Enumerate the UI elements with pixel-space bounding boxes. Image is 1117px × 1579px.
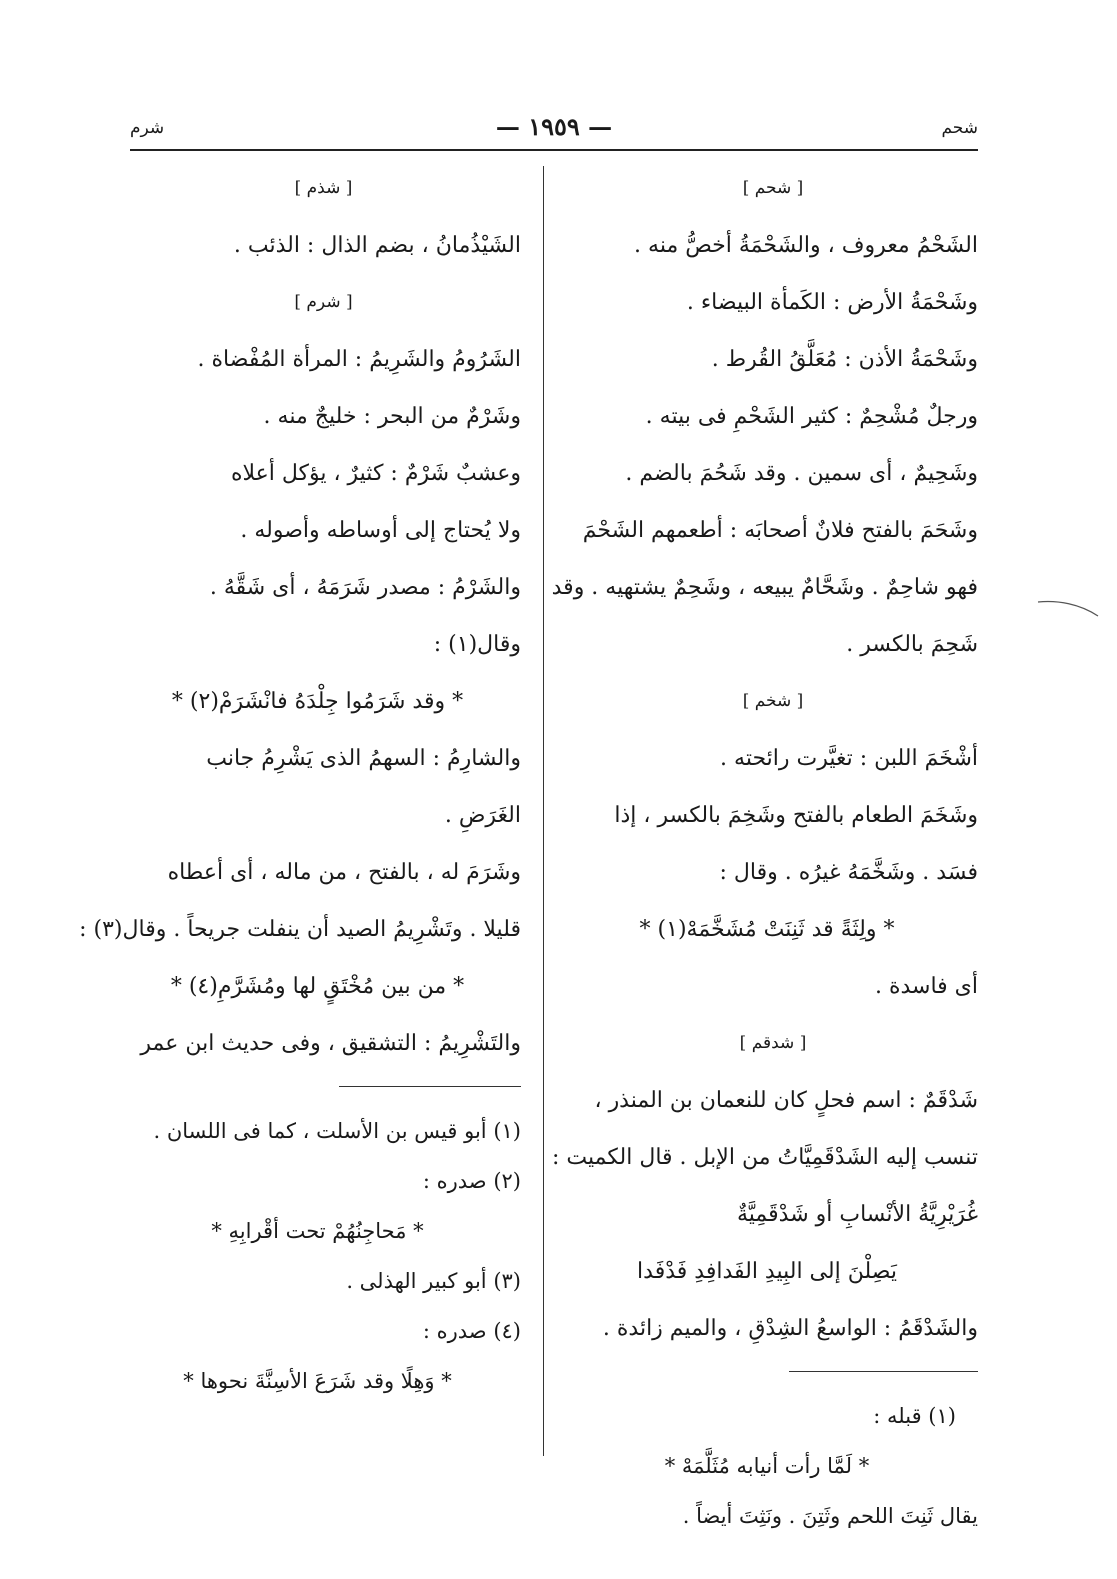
footnote-line: (٣) أبو كبير الهذلى . bbox=[346, 1269, 521, 1293]
footnote-line: (٤) صدره : bbox=[422, 1319, 521, 1343]
page-header bbox=[130, 112, 978, 142]
page-number: — ١٩٥٩ — bbox=[495, 112, 613, 141]
entry-line: وشَحْمَةُ الأرض : الكَمأة البيضاء . bbox=[686, 290, 978, 315]
entry-line: الشَيْذُمانُ ، بضم الذال : الذئب . bbox=[233, 233, 521, 258]
verse-line: * وقد شَرَمُوا جِلْدَهُ فانْشَرَمْ(٢) * bbox=[171, 689, 464, 714]
entry-line: فهو شاحِمٌ . وشَحَّامٌ يبيعه ، وشَحِمٌ يشتهيه . وقد bbox=[551, 575, 978, 600]
entry-line: ورجلٌ مُشْحِمٌ : كثير الشَحْمِ فى بيته . bbox=[645, 404, 978, 429]
entry-heading: [ شرم ] bbox=[294, 292, 353, 312]
right-footnotes bbox=[568, 1391, 978, 1541]
entry-line: والشَدْقَمُ : الواسعُ الشِدْقِ ، والميم زائدة . bbox=[602, 1316, 978, 1341]
entry-heading: [ شدقم ] bbox=[739, 1033, 807, 1053]
footnote-verse: * لَمَّا رأت أنيابه مُثَلَّمَهْ * bbox=[664, 1454, 870, 1478]
entry-line: أى فاسدة . bbox=[874, 974, 978, 999]
entry-line: فسَد . وشَخَّمَهُ غيرُه . وقال : bbox=[719, 860, 978, 885]
footnote-line: (١) قبله : bbox=[873, 1404, 956, 1428]
left-column bbox=[79, 160, 521, 1406]
entry-line: شَحِمَ بالكسر . bbox=[846, 632, 978, 657]
footnote-verse: * وَهِلًا وقد شَرَعَ الأسِنَّةَ نحوها * bbox=[183, 1369, 452, 1393]
left-footnotes bbox=[126, 1106, 521, 1406]
entry-line: وقال(١) : bbox=[433, 632, 521, 657]
entry-line: وشَرْمٌ من البحر : خليجٌ منه . bbox=[263, 404, 521, 429]
entry-heading: [ شخم ] bbox=[742, 691, 804, 711]
entry-line: وشَحَمَ بالفتح فلانٌ أصحابَه : أطعمهم الشَحْمَ bbox=[582, 518, 978, 543]
entry-line: والتَشْرِيمُ : التشقيق ، وفى حديث ابن عمر bbox=[140, 1031, 521, 1056]
entry-line: الشَرُومُ والشَرِيمُ : المرأة المُفْضاة . bbox=[197, 347, 521, 372]
entry-line: وشَحْمَةُ الأذن : مُعَلَّقُ القُرط . bbox=[711, 347, 978, 372]
verse-line: * من بين مُخْتَقٍ لها ومُشَرَّمِ(٤) * bbox=[170, 974, 465, 999]
footnote-rule bbox=[126, 1078, 521, 1096]
column-divider bbox=[543, 166, 544, 1456]
entry-line: تنسب إليه الشَدْقَمِيَّاتُ من الإبل . قال الكميت : bbox=[552, 1145, 978, 1170]
entry-line: أشْخَمَ اللبن : تغيَّرت رائحته . bbox=[720, 746, 978, 771]
entry-heading: [ شذم ] bbox=[294, 178, 353, 198]
footnote-verse: * مَحاجِنُهُمْ تحت أقْرابِهِ * bbox=[211, 1219, 424, 1243]
verse-line: * ولِثَةً قد ثَنِنَتْ مُشَخَّمَهْ(١) * bbox=[639, 917, 895, 942]
entry-line: وشَخَمَ الطعام بالفتح وشَخِمَ بالكسر ، إذا bbox=[614, 803, 978, 828]
right-column-body bbox=[551, 160, 978, 1357]
entry-line: الشَحْمُ معروف ، والشَحْمَةُ أخصُّ منه . bbox=[634, 233, 978, 258]
entry-line: والشارِمُ : السهمُ الذى يَشْرِمُ جانب bbox=[206, 746, 521, 771]
header-rule bbox=[130, 149, 978, 151]
footnote-line: (٢) صدره : bbox=[422, 1169, 521, 1193]
header-left-word: شرم bbox=[130, 118, 165, 138]
entry-line: الغَرَضِ . bbox=[444, 803, 521, 828]
entry-line: وعشبٌ شَرْمٌ : كثيرٌ ، يؤكل أعلاه bbox=[230, 461, 521, 486]
footnote-line: يقال ثَنِتَ اللحم وثَتِنَ . ونَثِتَ أيضاً . bbox=[682, 1504, 978, 1528]
right-column bbox=[551, 160, 978, 1541]
entry-heading: [ شحم ] bbox=[742, 178, 804, 198]
entry-line: ولا يُحتاج إلى أوساطه وأصوله . bbox=[240, 518, 521, 543]
footnote-line: (١) أبو قيس بن الأسلت ، كما فى اللسان . bbox=[153, 1119, 521, 1143]
entry-line: شَدْقَمٌ : اسم فحلٍ كان للنعمان بن المنذر ، bbox=[594, 1088, 978, 1113]
entry-line: والشَرْمُ : مصدر شَرَمَهُ ، أى شَقَّهُ . bbox=[209, 575, 521, 600]
header-right-word: شحم bbox=[941, 118, 978, 138]
verse-line: غُرَيْرِيَّةُ الأنْسابِ أو شَدْقَمِيَّةٌ bbox=[736, 1202, 978, 1227]
left-column-body bbox=[79, 160, 521, 1072]
footnote-rule bbox=[568, 1363, 978, 1381]
entry-line: وشَحِيمٌ ، أى سمين . وقد شَحُمَ بالضم . bbox=[625, 461, 978, 486]
entry-line: قليلا . وتَشْرِيمُ الصيد أن ينفلت جريحاً . وقال(٣) : bbox=[79, 917, 521, 942]
entry-line: وشَرَمَ له ، بالفتح ، من ماله ، أى أعطاه bbox=[167, 860, 521, 885]
page-margin-mark bbox=[1036, 598, 1100, 618]
verse-line: يَصِلْنَ إلى البِيدِ الفَدافِدِ فَدْفَدا bbox=[637, 1259, 897, 1284]
